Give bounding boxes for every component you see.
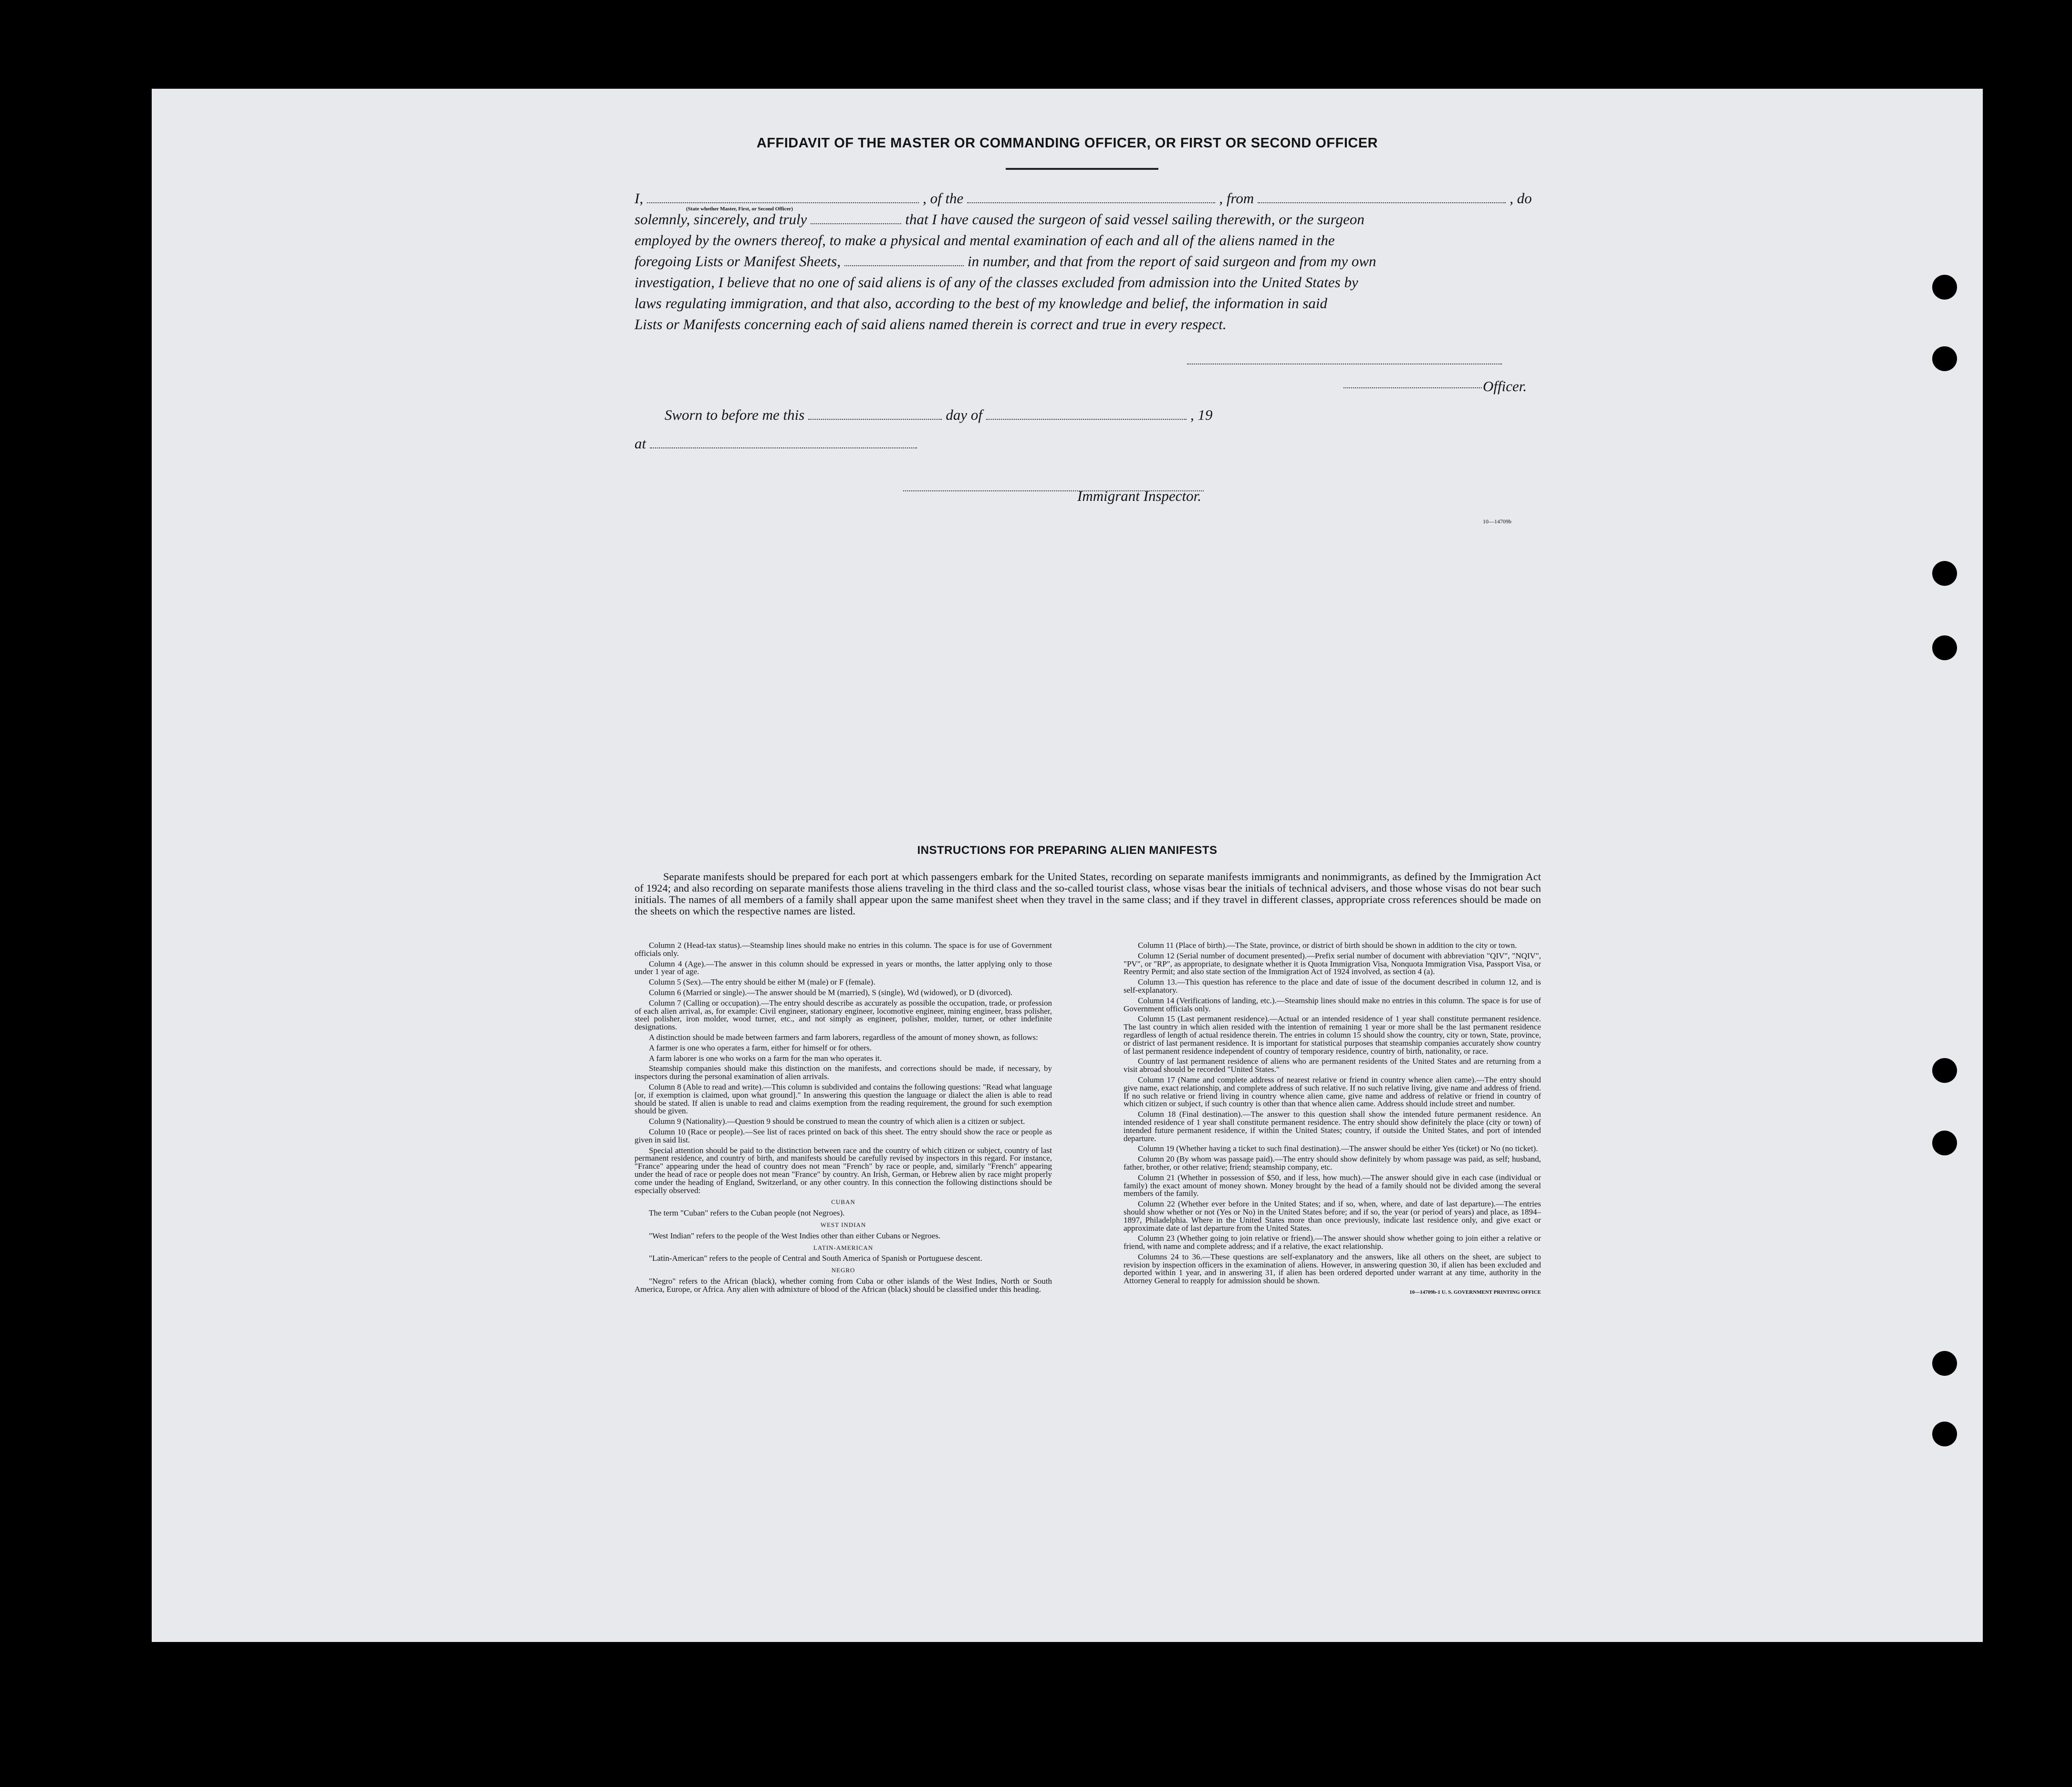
instructions-left-column: [635, 942, 1052, 1296]
column-18-note: Column 18 (Final destination).—The answer to this question shall show the intended future permanent residence. An intended residence of 1 year shall constitute permanent residence. The entry should show definitely the place (city or town) of intended future permanent residence, if within the United States; country, if outside the United States, and port of intended departure.: [1124, 1110, 1541, 1143]
affidavit-line-6: laws regulating immigration, and that also, according to the best of my knowledge and belief, the information in said: [635, 295, 1328, 312]
negro-heading: NEGRO: [831, 1267, 855, 1274]
column-14-note: Column 14 (Verifications of landing, etc.).—Steamship lines should make no entries in this column. The space is for use of Government officials only.: [1124, 996, 1541, 1013]
column-6-note: Column 6 (Married or single).—The answer should be M (married), S (single), Wd (widowed), or D (divorced).: [649, 987, 1013, 997]
affidavit-line-4: [635, 253, 1376, 270]
farmer-definition: A farmer is one who operates a farm, either for himself or for others.: [649, 1043, 872, 1052]
binder-hole: [1932, 1131, 1957, 1155]
title-underline: [1006, 168, 1158, 170]
column-4-note: Column 4 (Age).—The answer in this column should be expressed in years or months, the latter applying only to those under 1 year of age.: [635, 959, 1052, 977]
binder-hole: [1932, 1351, 1957, 1376]
binder-hole: [1932, 635, 1957, 660]
at-text: at: [635, 435, 646, 452]
binder-hole: [1932, 1058, 1957, 1083]
west-indian-definition: "West Indian" refers to the people of the West Indies other than either Cubans or Negroes.: [649, 1231, 941, 1240]
column-12-note: Column 12 (Serial number of document presented).—Prefix serial number of document with abbreviation "QIV", "NQIV", "PV", or "RP", as appropriate, to designate whether it is Quota Immigration Visa, Nonquota Immigration Visa, Passport Visa, or Reentry Permit; and also state section of the Immigration Act of 1924 involved, as section 4 (a).: [1124, 951, 1541, 977]
affidavit-line-1: [635, 190, 1532, 207]
printing-office-line: [1124, 1288, 1541, 1297]
column-23-note: Column 23 (Whether going to join relative or friend).—The answer should show whether going to join either a relative or friend, with name and complete address; and if a relative, the exact relationship.: [1124, 1234, 1541, 1251]
officer-label: Officer.: [1483, 378, 1527, 395]
affidavit-from: , from: [1219, 190, 1254, 207]
binder-hole: [1932, 561, 1957, 586]
column-13-note: Column 13.—This question has reference to the place and date of issue of the document described in column 12, and is self-explanatory.: [1124, 977, 1541, 995]
column-7-note: Column 7 (Calling or occupation).—The entry should describe as accurately as possible the occupation, trade, or profession of each alien arrival, as, for example: Civil engineer, stationary engineer, locomotive engineer, mining engineer, brass polisher, steel polisher, iron molder, wood turner, etc., and not simply as engineer, polisher, molder, turner, or other indefinite designations.: [635, 998, 1052, 1032]
column-9-note: Column 9 (Nationality).—Question 9 should be construed to mean the country of which alien is a citizen or subject.: [649, 1117, 1025, 1126]
column-5-note: Column 5 (Sex).—The entry should be either M (male) or F (female).: [649, 977, 875, 987]
farm-laborer-definition: A farm laborer is one who works on a farm for the man who operates it.: [649, 1053, 882, 1063]
sworn-text: Sworn to before me this: [665, 406, 805, 423]
instructions-title: INSTRUCTIONS FOR PREPARING ALIEN MANIFESTS: [917, 844, 1218, 857]
affidavit-line-3: employed by the owners thereof, to make a physical and mental examination of each and all of the aliens named in the: [635, 232, 1335, 249]
year-text: , 19: [1190, 406, 1213, 423]
binder-hole: [1932, 1422, 1957, 1446]
binder-hole: [1932, 346, 1957, 371]
cuban-heading: CUBAN: [831, 1198, 855, 1206]
affidavit-surgeon-text: that I have caused the surgeon of said vessel sailing therewith, or the surgeon: [905, 211, 1364, 228]
footer-code: 10—14709b-1 U. S. GOVERNMENT PRINTING OFFICE: [1409, 1289, 1541, 1296]
manifest-page: [152, 89, 1983, 1642]
affidavit-line-7: Lists or Manifests concerning each of said aliens named therein is correct and true in every respect.: [635, 316, 1227, 332]
instructions-intro: [635, 871, 1541, 917]
affidavit-of-the: , of the: [923, 190, 964, 207]
officer-line: [1343, 387, 1482, 388]
us-residents-note: Country of last permanent residence of aliens who are permanent residents of the United States and are returning from a visit abroad should be recorded "United States.": [1124, 1057, 1541, 1074]
affidavit-solemnly: solemnly, sincerely, and truly: [635, 211, 807, 228]
latin-american-definition: "Latin-American" refers to the people of Central and South America of Spanish or Portuguese descent.: [649, 1254, 982, 1263]
column-10-note: Column 10 (Race or people).—See list of races printed on back of this sheet. The entry should show the race or people as given in said list.: [635, 1127, 1052, 1144]
affidavit-foregoing: foregoing Lists or Manifest Sheets,: [635, 253, 841, 270]
sworn-line: [665, 406, 1212, 424]
latin-american-heading: LATIN-AMERICAN: [813, 1244, 874, 1251]
column-21-note: Column 21 (Whether in possession of $50, and if less, how much).—The answer should give in each case (individual or family) the exact amount of money shown. Money brought by the head of a family should not be divided among the several members of the family.: [1124, 1173, 1541, 1198]
column-8-note: Column 8 (Able to read and write).—This column is subdivided and contains the following questions: "Read what language [or, if exemption is claimed, upon what ground]." In answering this question the language or dialect the alien is able to read should be stated. If alien is unable to read and claims exemption from the reading requirement, the ground for such exemption should be given.: [635, 1082, 1052, 1116]
column-11-note: Column 11 (Place of birth).—The State, province, or district of birth should be shown in addition to the city or town.: [1138, 941, 1517, 950]
affidavit-do: , do: [1510, 190, 1532, 207]
cuban-definition: The term "Cuban" refers to the Cuban people (not Negroes).: [649, 1208, 845, 1218]
column-20-note: Column 20 (By whom was passage paid).—The entry should show definitely by whom passage was paid, as self; husband, father, brother, or other relative; friend; steamship company, etc.: [1124, 1154, 1541, 1172]
at-line: [635, 435, 921, 452]
affidavit-line-5: investigation, I believe that no one of said aliens is of any of the classes excluded from admission into the United States by: [635, 274, 1358, 291]
binder-hole: [1932, 275, 1957, 300]
inspector-label: Immigrant Inspector.: [1077, 488, 1202, 504]
day-of-text: day of: [946, 406, 982, 423]
affidavit-i: I,: [635, 190, 644, 207]
column-2-note: Column 2 (Head-tax status).—Steamship lines should make no entries in this column. The space is for use of Government officials only.: [635, 941, 1052, 958]
intro-text: Separate manifests should be prepared for each port at which passengers embark for the United States, recording on separate manifests immigrants and nonimmigrants, as defined by the Immigration Act of 1924; and also recording on separate manifests those aliens traveling in the third class and the so-called tourist class, whose visas bear the initials of technical advisers, and those whose visas do not bear such initials. The names of all members of a family shall appear upon the same manifest sheet when they travel in the same class; and if they travel in different classes, appropriate cross references should be made on the sheets on which the respective names are listed.: [635, 871, 1541, 917]
steamship-distinction: Steamship companies should make this distinction on the manifests, and corrections should be made, if necessary, by inspectors during the personal examination of alien arrivals.: [635, 1064, 1052, 1081]
affidavit-in-number: in number, and that from the report of said surgeon and from my own: [968, 253, 1376, 270]
west-indian-heading: WEST INDIAN: [820, 1221, 866, 1228]
columns-24-36-note: Columns 24 to 36.—These questions are self-explanatory and the answers, like all others on the sheet, are subject to revision by inspection officers in the examination of aliens. However, in answering question 30, if alien has been excluded and deported within 1 year, and in answering 31, if alien has been ordered deported under warrant at any time, authority in the Attorney General to reapply for admission should be shown.: [1124, 1252, 1541, 1286]
form-number: 10—14709b: [1483, 518, 1511, 525]
column-17-note: Column 17 (Name and complete address of nearest relative or friend in country whence alien came).—The entry should give name, exact relationship, and complete address of such relative. If no such relative living, give name and address of friend. If no such relative or friend living in country whence alien came, give name and address of relative or friend in country of which citizen or subject, if such country is other than that whence alien came. Address should include street and number.: [1124, 1075, 1541, 1109]
affidavit-title: AFFIDAVIT OF THE MASTER OR COMMANDING OFFICER, OR FIRST OR SECOND OFFICER: [756, 135, 1378, 151]
race-country-note: Special attention should be paid to the distinction between race and the country of which citizen or subject, country of last permanent residence, and country of birth, and manifests should be carefully revised by inspectors in this regard. For instance, "France" appearing under the head of country does not mean "French" by race or people, and, similarly "French" appearing under the head of race or people does not mean "France" by country. An Irish, German, or Hebrew alien by race might properly come under the heading of England, Switzerland, or any other country. In this connection the following distinctions should be especially observed:: [635, 1145, 1052, 1195]
negro-definition: "Negro" refers to the African (black), whether coming from Cuba or other islands of the West Indies, North or South America, Europe, or Africa. Any alien with admixture of blood of the African (black) should be classified under this heading.: [635, 1276, 1052, 1294]
affidavit-line-2: [635, 211, 1364, 228]
state-officer-note: (State whether Master, First, or Second Officer): [686, 206, 793, 212]
column-22-note: Column 22 (Whether ever before in the United States; and if so, when, where, and date of last departure).—The entries should show whether or not (Yes or No) in the United States before; and if so, the year (or period of years) and place, as 1894–1897, Philadelphia. Where in the United States more than once previously, indicate last residence only, and give exact or approximate date of last departure from the United States.: [1124, 1199, 1541, 1233]
column-19-note: Column 19 (Whether having a ticket to such final destination).—The answer should be either Yes (ticket) or No (no ticket).: [1138, 1144, 1538, 1153]
column-15-note: Column 15 (Last permanent residence).—Actual or an intended residence of 1 year shall constitute permanent residence. The last country in which alien resided with the intention of remaining 1 year or more shall be the last permanent residence regardless of length of actual residence therein. The entries in column 15 should show the country, city or town, State, province, or district of last permanent residence. It is important for statistical purposes that steamship companies accurately show country of last permanent residence independent of country of temporary residence, country of birth, nationality, or race.: [1124, 1014, 1541, 1056]
instructions-right-column: [1124, 942, 1541, 1297]
farmer-distinction: A distinction should be made between farmers and farm laborers, regardless of the amount of money shown, as follows:: [649, 1032, 1038, 1042]
